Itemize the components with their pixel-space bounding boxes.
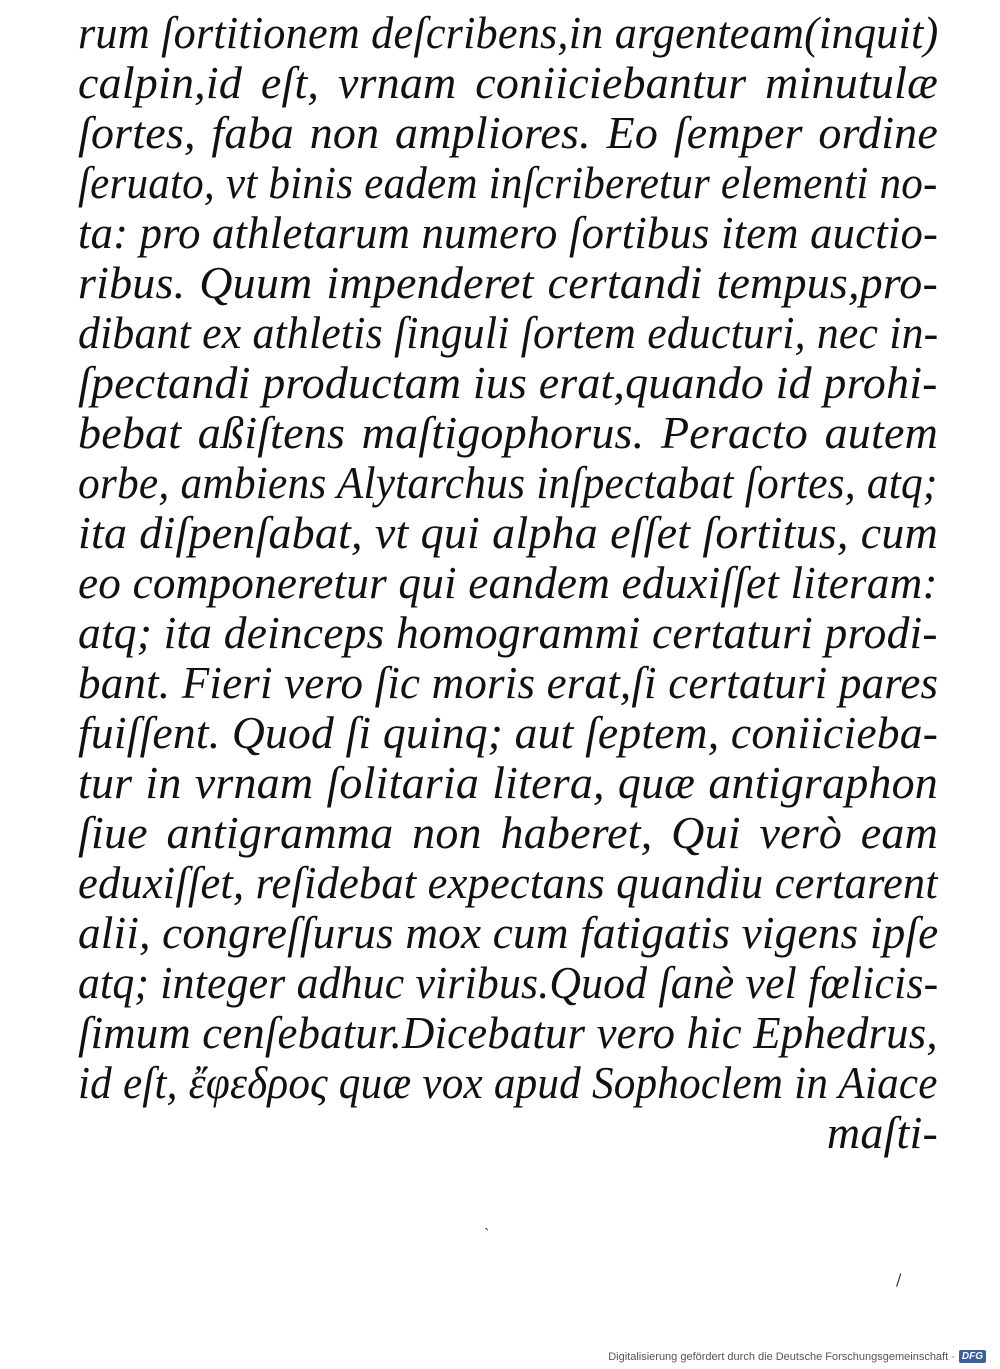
catchword: maſti- xyxy=(826,1108,938,1158)
text-line-3: ſortes, faba non ampliores. Eo ſemper ordine xyxy=(78,108,938,158)
text-line-8: ſpectandi productam ius erat,quando id prohi- xyxy=(78,358,938,408)
text-line-2: calpin,id eſt, vrnam coniiciebantur minutulæ xyxy=(78,58,938,108)
scan-speck: ˏ xyxy=(484,1212,490,1231)
scan-speck: / xyxy=(896,1270,902,1289)
text-line-1: rum ſortitionem deſcribens,in argenteam(inquit) xyxy=(78,8,939,58)
text-line-10: orbe, ambiens Alytarchus inſpectabat ſortes, atq; xyxy=(78,458,938,508)
text-line-15: fuiſſent. Quod ſi quinq; aut ſeptem, coniicieba- xyxy=(78,708,939,758)
text-line-12: eo componeretur qui eandem eduxiſſet literam: xyxy=(78,558,938,608)
text-line-14: bant. Fieri vero ſic moris erat,ſi certaturi pares xyxy=(78,658,939,708)
text-line-17: ſiue antigramma non haberet, Qui verò eam xyxy=(78,808,938,858)
body-text xyxy=(78,8,938,1158)
text-line-9: bebat aßiſtens maſtigophorus. Peracto autem xyxy=(78,408,938,458)
footer-credit: Digitalisierung gefördert durch die Deutsche Forschungsgemeinschaft · xyxy=(608,1350,955,1363)
text-line-6: ribus. Quum impenderet certandi tempus,pro- xyxy=(78,258,938,308)
text-line-20: atq; integer adhuc viribus.Quod ſanè vel fœlicis- xyxy=(78,958,939,1008)
text-line-18: eduxiſſet, reſidebat expectans quandiu certarent xyxy=(78,858,938,908)
text-line-7: dibant ex athletis ſinguli ſortem educturi, nec in- xyxy=(78,308,938,358)
text-line-11: ita diſpenſabat, vt qui alpha eſſet ſortitus, cum xyxy=(78,508,938,558)
text-line-19: alii, congreſſurus mox cum fatigatis vigens ipſe xyxy=(78,908,939,958)
dfg-logo: DFG xyxy=(959,1350,986,1363)
text-line-5: ta: pro athletarum numero ſortibus item auctio- xyxy=(78,208,939,258)
text-line-21: ſimum cenſebatur.Dicebatur vero hic Ephedrus, xyxy=(78,1008,938,1058)
text-line-22: id eſt, ἔφεδρος quæ vox apud Sophoclem in Aiace xyxy=(78,1058,938,1108)
text-line-16: tur in vrnam ſolitaria litera, quæ antigraphon xyxy=(78,758,938,808)
text-line-13: atq; ita deinceps homogrammi certaturi prodi- xyxy=(78,608,938,658)
text-line-4: ſeruato, vt binis eadem inſcriberetur elementi no- xyxy=(78,158,938,208)
digitization-footer xyxy=(608,1350,986,1363)
